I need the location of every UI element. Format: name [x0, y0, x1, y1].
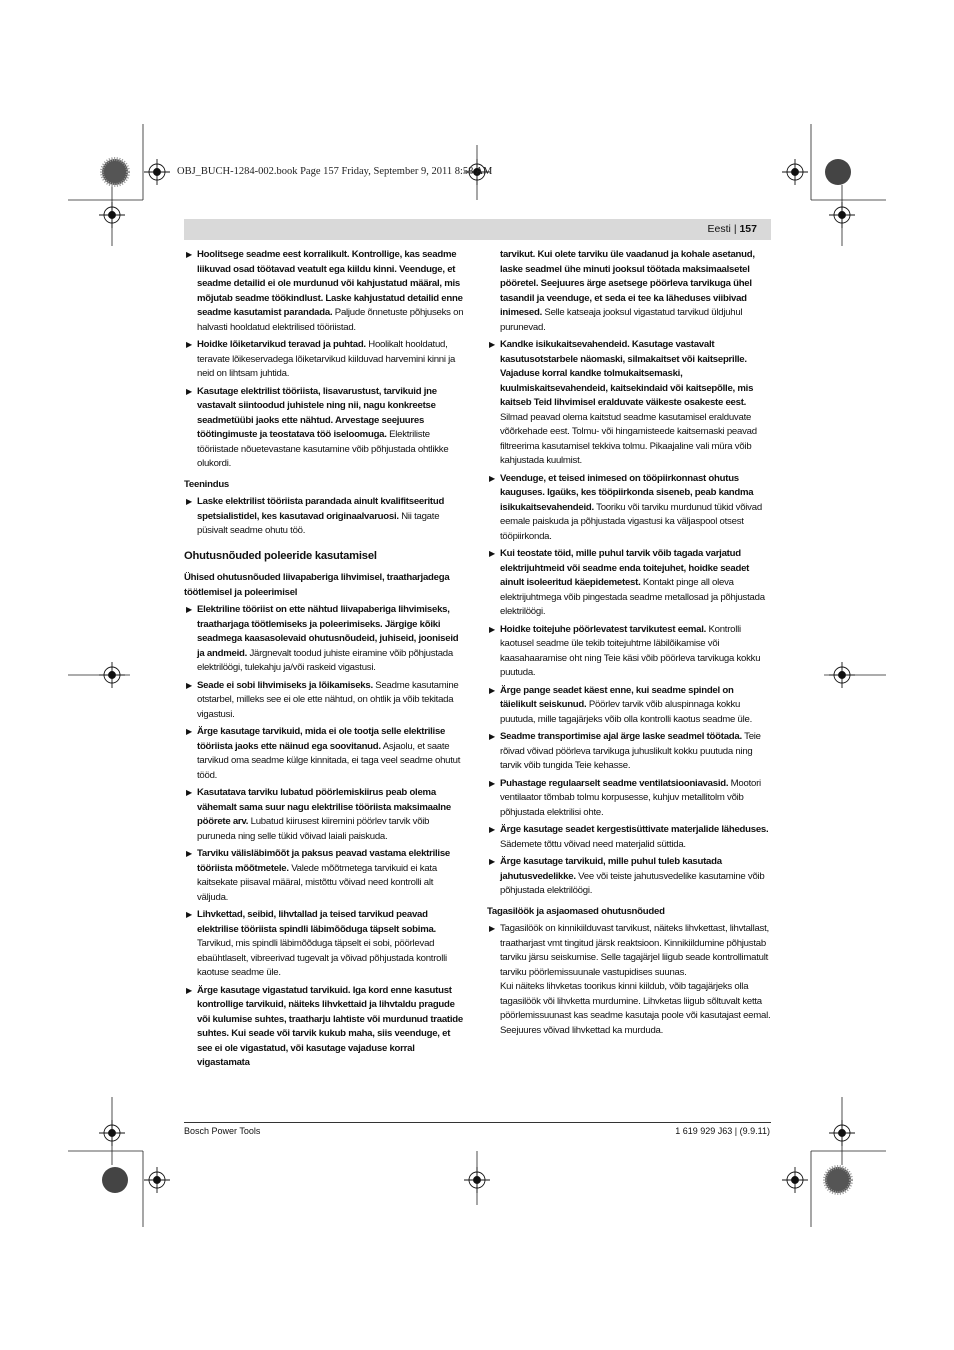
bullet-arrow-icon: ▶: [489, 924, 495, 933]
item-normal-text: Lubatud kiirusest kiiremini pöörlev tarvik võib puruneda ning selle tükid võivad laiali paiskuda.: [197, 816, 430, 842]
item-bold-text: Seadme transportimise ajal ärge laske seadmel töötada.: [500, 731, 742, 742]
list-item: [487, 777, 771, 821]
list-item: [184, 786, 466, 844]
service-list: [184, 495, 466, 539]
bullet-arrow-icon: ▶: [186, 340, 192, 349]
item-bold-text: Kandke isikukaitsevahendeid. Kasutage vastavalt kasutusotstarbele näomaski, silmakaitset või kaitseprille. Vajaduse korral kandke tolmukaitsemaski, kuulmiskaitsevahendeid, kaitsekindaid või kaitsepõlle, mis kaitseb Teid lihvimisel eralduvate väikeste osakeste eest.: [500, 339, 754, 408]
list-item: [184, 338, 466, 382]
item-bold-text: Hoidke lõiketarvikud teravad ja puhtad.: [197, 339, 366, 350]
bullet-arrow-icon: ▶: [186, 727, 192, 736]
item-bold-text: Veenduge, et teised inimesed on tööpiirkonnast ohutus kauguses. Igaüks, kes tööpiirkonda siseneb, peab kandma isikukaitsevahendeid.: [500, 472, 754, 513]
item-bold-text: Elektriline tööriist on ette nähtud liivapaberiga lihvimiseks, traatharjaga töötlemiseks ja poleerimiseks. Järgige kõiki seadmega kaasasolevaid ohutusnõudeid, juhiseid, jooniseid ja andmeid.: [197, 604, 459, 659]
item-normal-text: Järgnevalt toodud juhiste eiramine võib põhjustada elektrilöögi, tulekahju ja/või raskeid vigastusi.: [197, 647, 453, 673]
item-normal-text: Tarvikud, mis spindli läbimõõduga täpselt ei sobi, pöörlevad ebaühtlaselt, vibreerivad tugevalt ja võivad põhjustada kontrolli kaotuse seadme üle.: [197, 938, 447, 978]
item-normal-text: Mootori ventilaator tõmbab tolmu korpusesse, kuhjuv metallitolm võib põhjustada elektrilisi ohte.: [500, 777, 761, 818]
bullet-arrow-icon: ▶: [489, 340, 495, 349]
bullet-arrow-icon: ▶: [186, 680, 192, 690]
continued-paragraph: [487, 248, 771, 335]
item-bold-text: Laske elektrilist tööriista parandada ainult kvalifitseeritud spetsialistidel, kes kasutavad originaalvaruosi.: [197, 496, 445, 522]
list-item: [487, 338, 771, 469]
header-separator: |: [733, 223, 737, 235]
list-item: [487, 684, 771, 728]
item-normal-text: Kontrolli kaotusel seadme üle tekib toitejuhtme läbilõikamise või kaasahaaramise oht ning Teie käsi võib pöörleva tarvikuga kokku puutuda.: [500, 623, 761, 678]
bullet-arrow-icon: ▶: [186, 985, 192, 995]
list-item: [487, 547, 771, 620]
item-bold-text: Seade ei sobi lihvimiseks ja lõikamiseks.: [197, 679, 373, 691]
list-item: [184, 385, 466, 472]
list-item: [487, 730, 771, 774]
safety-list-right: [487, 338, 771, 899]
page-header-bar: [184, 219, 771, 240]
section-title: Ohutusnõuded poleeride kasutamisel: [184, 549, 377, 562]
kickback-heading: Tagasilöök ja asjaomased ohutusnõuded: [487, 905, 665, 917]
item-normal-text: Tooriku või tarviku murdunud tükid võivad eemale paiskuda ja põhjustada vigastusi ka väljaspool otsest tööpiirkonda.: [500, 501, 762, 542]
item-bold-text: Tarviku välisläbimõõt ja paksus peavad vastama elektrilise tööriista mõõtmetele.: [197, 848, 451, 874]
list-item: [184, 603, 466, 676]
item-bold-text: Hoidke toitejuhe pöörlevatest tarvikutest eemal.: [500, 623, 707, 635]
item-bold-text: Hoolitsege seadme eest korralikult. Kontrollige, kas seadme liikuvad osad töötavad veatult ega kiildu kinni. Veenduge, et seadme detailid ei ole murdunud või kahjustatud määral, mis mõjutab seadme töökindlust. Laske kahjustatud detailid enne seadme kasutamist parandada.: [197, 249, 463, 318]
bullet-arrow-icon: ▶: [489, 778, 495, 788]
item-normal-text: Vee või teiste jahutusvedelike kasutamine võib põhjustada elektrilöögi.: [500, 870, 765, 896]
item-normal-text: Silmad peavad olema kaitstud seadme kasutamisel eralduvate võõrkehade eest. Tolmu- või hingamisteede kaitsemaski peavad filtreerima kasutamisel tekkiva tolmu. Pikaajaline vali müra võib kahjustada kuulmist.: [500, 411, 757, 466]
list-item: [487, 623, 771, 681]
bullet-arrow-icon: ▶: [186, 910, 192, 919]
service-heading: Teenindus: [184, 478, 230, 490]
bullet-arrow-icon: ▶: [186, 497, 192, 506]
header-language: Eesti: [707, 223, 731, 235]
item-normal-text: Valede mõõtmetega tarvikuid ei kata kaitsekate piisaval määral, mistõttu võivad need kontrolli alt väljuda.: [197, 862, 437, 903]
bullet-arrow-icon: ▶: [186, 386, 192, 396]
item-bold-text: Ärge kasutage seadet kergestisüttivate materjalide läheduses.: [500, 824, 769, 835]
item-bold-text: Ärge kasutage tarvikuid, mille puhul tuleb kasutada jahutusvedelikke.: [500, 856, 722, 882]
bullet-arrow-icon: ▶: [489, 473, 495, 483]
bullet-arrow-icon: ▶: [489, 825, 495, 834]
item-bold-text: Kasutatava tarviku lubatud pöörlemiskiirus peab olema vähemalt sama suur nagu elektrilise tööriista maksimaalne pöörete arv.: [197, 787, 451, 827]
kickback-list: [487, 922, 771, 980]
item-bold-text: Ärge kasutage vigastatud tarvikuid. Iga kord enne kasutust kontrollige tarvikuid, näiteks lihvkettaid ja lihvtaldu pragude või kulumise suhtes, traatharju lahtiste või murdunud traatide suhtes. Kui seade või tarvik kukub maha, siis veenduge, et see ei ole vigastatud, või kasutage vajaduse korral vigastamata: [197, 984, 463, 1068]
item-normal-text: Pöörlev tarvik võib aluspinnaga kokku puutuda, mille tagajärjeks võib olla kontrolli kaotus seadme üle.: [500, 699, 752, 725]
list-item: [184, 679, 466, 723]
item-bold-text: Puhastage regulaarselt seadme ventilatsiooniavasid.: [500, 777, 729, 789]
item-normal-text: Paljude õnnetuste põhjuseks on halvasti hooldatud elektrilised tööriistad.: [197, 307, 464, 333]
item-bold-text: Kasutage elektrilist tööriista, lisavarustust, tarvikuid jne vastavalt siintoodud juhistele ning nii, nagu konkreetse seadmetüübi jaoks ette nähtud. Arvestage seejuures töötingimuste ja teostatava töö iseloomuga.: [197, 385, 437, 440]
item-bold-text: Ärge pange seadet käest enne, kui seadme spindel on täielikult seiskunud.: [500, 684, 734, 710]
bullet-arrow-icon: ▶: [186, 250, 192, 259]
common-safety-heading: Ühised ohutusnõuded liivapaberiga lihvimisel, traatharjadega töötlemisel ja poleerimisel: [184, 572, 450, 598]
bullet-arrow-icon: ▶: [186, 849, 192, 858]
item-normal-text: Asjaolu, et saate tarvikud oma seadme külge kinnitada, ei taga veel seadme ohutut tööd.: [197, 740, 461, 781]
left-column: [184, 248, 466, 1074]
item-normal-text: Teie rõivad võivad pöörleva tarvikuga juhuslikult kokku puutuda ning tarvik võib tungida Teie kehasse.: [500, 731, 761, 771]
bullet-arrow-icon: ▶: [489, 732, 495, 741]
continued-bold: tarvikut. Kui olete tarviku üle vaadanud ja kohale asetanud, laske seadmel ühe minuti jooksul töötada maksimaalsetel pööretel. Seejuures ärge asetsege pöörleva tarvikuga ühel tasandil ja veenduge, et seda ei tee ka läheduses viibivad inimesed.: [500, 249, 755, 318]
continued-normal: Selle katseaja jooksul vigastatud tarvikud üldjuhul purunevad.: [500, 307, 743, 333]
list-item: [184, 908, 466, 981]
safety-list-polisher: [184, 603, 466, 1071]
bullet-arrow-icon: ▶: [489, 624, 495, 634]
bullet-arrow-icon: ▶: [489, 857, 495, 866]
item-bold-text: Lihvkettad, seibid, lihvtallad ja teised tarvikud peavad elektrilise tööriista spindli läbimõõduga täpselt sobima.: [197, 909, 436, 935]
list-item: [184, 725, 466, 783]
item-normal-text: Seadme kasutamine otstarbel, milleks see ei ole ette nähtud, on ohtlik ja võib tekitada vigastusi.: [197, 679, 459, 720]
item-normal-text: Kontakt pinge all oleva elektrijuhtmega võib pingestada seadme metallosad ja põhjustada elektrilöögi.: [500, 577, 765, 617]
item-normal-text: Hoolikalt hooldatud, teravate lõikeservadega lõiketarvikud kiilduvad harvemini kinni ja neid on lihtsam juhtida.: [197, 339, 456, 379]
item-normal-text: Tagasilöök on kinnikiilduvast tarvikust, näiteks lihvkettast, lihvtallast, traatharjast vmt tingitud järsk reaktsioon. Kinnikiildumine põhjustab tarviku järsu seiskumise. Selle tagajärjel liigub seade kontrollimatult tarviku pöörlemissuunale vastupidises suunas.: [500, 923, 769, 978]
file-info-line: OBJ_BUCH-1284-002.book Page 157 Friday, September 9, 2011 8:58 AM: [177, 166, 493, 177]
item-bold-text: Ärge kasutage tarvikuid, mida ei ole tootja selle elektrilise tööriista jaoks ette näinud ega soovitanud.: [197, 726, 446, 752]
page-header: [708, 223, 757, 235]
item-normal-text: Sädemete tõttu võivad need materjalid süttida.: [500, 838, 686, 850]
list-item: [487, 922, 771, 980]
bullet-arrow-icon: ▶: [489, 685, 495, 695]
bullet-arrow-icon: ▶: [186, 605, 192, 614]
list-item: [184, 248, 466, 335]
page-number: 157: [739, 223, 757, 235]
list-item: [487, 855, 771, 899]
list-item: [184, 495, 466, 539]
footer-rule: [184, 1122, 771, 1123]
footer-doc-code: 1 619 929 J63 | (9.9.11): [675, 1126, 770, 1136]
kickback-continuation: Kui näiteks lihvketas toorikus kinni kiildub, võib tagajärjeks olla tagasilöök või lihvketta murdumine. Lihvketas liigub sõltuvalt ketta pöörlemissuunast kas seadme kasutaja poole või kasutajast eemal. Seejuures võivad lihvkettad ka murduda.: [500, 981, 771, 1036]
list-item: [184, 847, 466, 905]
bullet-arrow-icon: ▶: [186, 788, 192, 797]
safety-list-general: [184, 248, 466, 472]
item-normal-text: Nii tagate püsivalt seadme ohutu töö.: [197, 510, 440, 536]
list-item: [184, 984, 466, 1071]
item-bold-text: Kui teostate töid, mille puhul tarvik võib tagada varjatud elektrijuhtmeid või seadme enda toitejuhet, hoidke seadet ainult isoleeritud käepidemetest.: [500, 548, 750, 588]
list-item: [487, 472, 771, 545]
item-normal-text: Elektriliste tööriistade nõuetevastane kasutamine võib põhjustada ohtlikke olukordi.: [197, 429, 449, 469]
right-column: [487, 248, 771, 1041]
bullet-arrow-icon: ▶: [489, 549, 495, 558]
list-item: [487, 823, 771, 852]
footer-brand: Bosch Power Tools: [184, 1126, 261, 1136]
